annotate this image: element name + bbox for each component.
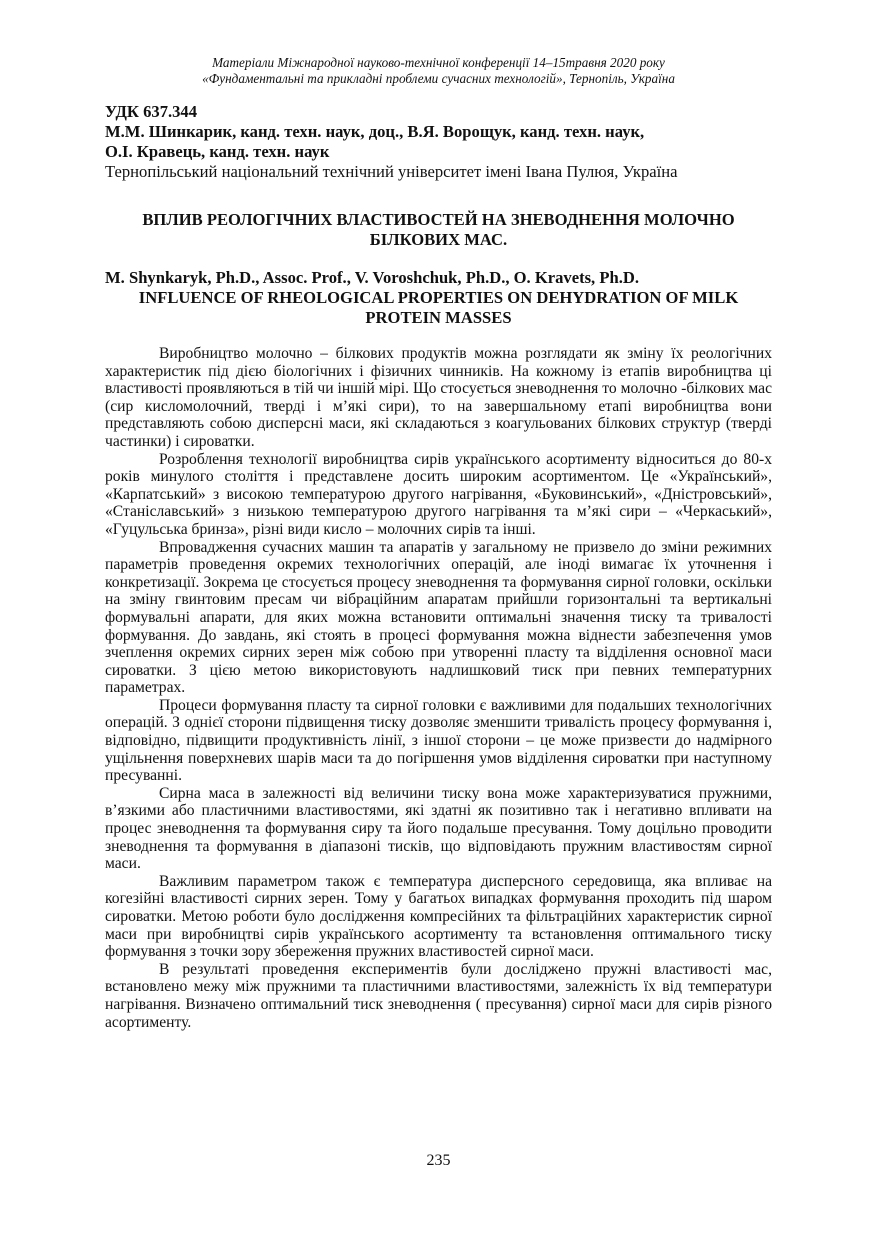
header-line-1: Матеріали Міжнародної науково-технічної конференції 14–15травня 2020 року bbox=[212, 55, 665, 70]
paragraph: Розроблення технології виробництва сирів українського асортименту відноситься до 80-х років минулого століття і представлене досить широким асортиментом. Це «Український», «Карпатський» з високою температурою другого нагрівання, «Буковинський», «Дністровський», «Станіславський» з низькою температурою другого нагрівання та м’які сири – «Черкаський», «Гуцульська бринза», різні види кисло – молочних сирів та інші. bbox=[105, 450, 772, 538]
header-line-2: «Фундаментальні та прикладні проблеми сучасних технологій», Тернопіль, Україна bbox=[202, 71, 675, 86]
authors-ua-line-2: О.І. Кравець, канд. техн. наук bbox=[105, 142, 330, 161]
running-header bbox=[105, 55, 772, 87]
authors-english: M. Shynkaryk, Ph.D., Assoc. Prof., V. Voroshchuk, Ph.D., O. Kravets, Ph.D. bbox=[105, 268, 640, 287]
paragraph: Важливим параметром також є температура дисперсного середовища, яка впливає на когезійні властивості сирних зерен. Тому у багатьох випадках формування проходить під шаром сироватки. Метою роботи було дослідження компресійних та фільтраційних характеристик сирної маси при виробництві сирів українського асортименту та встановлення оптимального тиску формування з точки зору збереження пружних властивостей сирної маси. bbox=[105, 872, 772, 961]
title-english: INFLUENCE OF RHEOLOGICAL PROPERTIES ON DEHYDRATION OF MILK PROTEIN MASSES bbox=[138, 288, 739, 327]
udk-code: УДК 637.344 bbox=[105, 102, 198, 121]
article-body bbox=[105, 345, 772, 1031]
paragraph: Процеси формування пласту та сирної головки є важливими для подальших технологічних операцій. З однієї сторони підвищення тиску дозволяє зменшити тривалість процесу формування і, відповідно, підвищити продуктивність лінії, з іншої сторони – це може призвести до надмірного ущільнення поверхневих шарів маси та до погіршення умов відділення сироватки при наступному пресуванні. bbox=[105, 696, 772, 785]
article-meta bbox=[105, 102, 772, 182]
page-number: 235 bbox=[426, 1152, 451, 1169]
english-block bbox=[105, 268, 772, 328]
paragraph: Впровадження сучасних машин та апаратів у загальному не призвело до зміни режимних параметрів проведення окремих технологічних операцій, але іноді вимагає їх уточнення і конкретизації. Зокрема це стосується процесу зневоднення та формування сирної головки, оскільки на зміну гвинтовим пресам чи вібраційним апаратам прийшли горизонтальні та вертикальні формувальні апарати, для яких можна встановити оптимальні значення тиску та тривалості формування. До завдань, які стоять в процесі формування можна віднести забезпечення умов зчеплення окремих сирних зерен між собою при утворенні пласту та відділення основної маси сироватки. З цією метою використовують надлишковий тиск при певних температурних параметрах. bbox=[105, 538, 772, 697]
paragraph: Сирна маса в залежності від величини тиску вона може характеризуватися пружними, в’язкими або пластичними властивостями, які здатні як позитивно так і негативно впливати на процес зневоднення та формування сиру та його подальше пресування. Тому доцільно проводити зневоднення та формування в діапазоні тисків, що відповідають пружним властивостям сирної маси. bbox=[105, 784, 772, 873]
affiliation: Тернопільський національний технічний університет імені Івана Пулюя, Україна bbox=[105, 162, 678, 181]
authors-ua-line-1: М.М. Шинкарик, канд. техн. наук, доц., В.Я. Ворощук, канд. техн. наук, bbox=[105, 122, 645, 141]
title-ukrainian: ВПЛИВ РЕОЛОГІЧНИХ ВЛАСТИВОСТЕЙ НА ЗНЕВОДНЕННЯ МОЛОЧНО БІЛКОВИХ МАС. bbox=[142, 210, 735, 249]
paragraph: Виробництво молочно – білкових продуктів можна розглядати як зміну їх реологічних характеристик під дією біологічних і фізичних чинників. На кожному із етапів виробництва ці властивості проявляються в тій чи іншій мірі. Що стосується зневоднення то молочно -білкових мас (сир кисломолочний, тверді і м’які сири), то на завершальному етапі виробництва вони представляють собою дисперсні маси, які складаються з коагульованих білкових структур (тверді частинки) і сироватки. bbox=[105, 345, 772, 450]
paragraph: В результаті проведення експериментів були досліджено пружні властивості мас, встановлено межу між пружними та пластичними властивостями, залежність їх від температури нагрівання. Визначено оптимальний тиск зневоднення ( пресування) сирної маси для сирів різного асортименту. bbox=[105, 960, 772, 1031]
